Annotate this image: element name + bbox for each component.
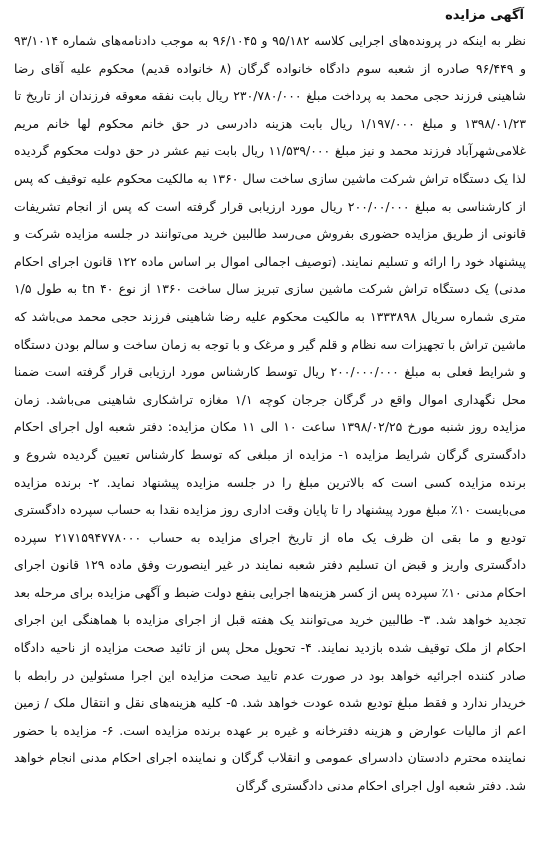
notice-title: آگهی مزایده xyxy=(445,8,524,23)
notice-body: نظر به اینکه در پرونده‌های اجرایی کلاسه ۹۵/۱۸۲ و ۹۶/۱۰۴۵ به موجب دادنامه‌های شماره ۹۳/۱۰۱۴ و ۹۶/۴۴۹ صادره از شعبه سوم دادگاه خانواده گرگان (۸ خانواده قدیم) محکوم علیه آقای رضا شاهینی فرزند حجی محمد به پرداخت مبلغ ۲۳۰/۷۸۰/۰۰۰ ریال بابت نفقه معوقه فرزندان از تاریخ تا ۱۳۹۸/۰۱/۲۳ و مبلغ ۱/۱۹۷/۰۰۰ ریال بابت هزینه دادرسی در حق خانم محکوم لها خانم مریم غلامی‌شهرآباد فرزند محمد و نیز مبلغ ۱۱/۵۳۹/۰۰۰ ریال بابت نیم عشر در حق دولت محکوم گردیده لذا یک دستگاه تراش شرکت ماشین سازی ساخت سال ۱۳۶۰ به مالکیت محکوم علیه توقیف که پس از کارشناسی به مبلغ ۲۰۰/۰۰/۰۰۰ ریال مورد ارزیابی قرار گرفته است که پس از انجام تشریفات قانونی از طریق مزایده حضوری بفروش می‌رسد طالبین خرید می‌توانند در جلسه مزایده شرکت و پیشنهاد خود را ارائه و تسلیم نمایند. (توصیف اجمالی اموال بر اساس ماده ۱۲۲ قانون اجرای احکام مدنی) یک دستگاه تراش شرکت ماشین سازی تبریز سال ساخت ۱۳۶۰ از نوع tn ۴۰ به طول ۱/۵ متری شماره سریال ۱۳۳۳۸۹۸ به مالکیت محکوم علیه رضا شاهینی فرزند حجی محمد می‌باشد که ماشین تراش با تجهیزات سه نظام و قلم گیر و مرغک و با توجه به زمان ساخت و سالم بودن دستگاه و شرایط فعلی به مبلغ ۲۰۰/۰۰۰/۰۰۰ ریال توسط کارشناس مورد ارزیابی قرار گرفته است ضمنا محل نگهداری اموال واقع در گرگان جرجان کوچه ۱/۱ مغازه تراشکاری شاهینی می‌باشد. زمان مزایده روز شنبه مورخ ۱۳۹۸/۰۲/۲۵ ساعت ۱۰ الی ۱۱ مکان مزایده: دفتر شعبه اول اجرای احکام دادگستری گرگان شرایط مزایده ۱- مزایده از مبلغی که توسط کارشناس تعیین گردیده شروع و برنده مزایده کسی است که بالاترین مبلغ را در جلسه مزایده پیشنهاد نماید. ۲- برنده مزایده می‌بایست ۱۰٪ مبلغ مورد پیشنهاد را تا پایان وقت اداری روز مزایده نقدا به حساب سپرده دادگستری تودیع و ما بقی ان ظرف یک ماه از تاریخ اجرای مزایده به حساب ۲۱۷۱۵۹۴۷۷۸۰۰۰ سپرده دادگستری واریز و قبض ان تسلیم دفتر شعبه نمایند در غیر اینصورت وفق ماده ۱۲۹ قانون اجرای احکام مدنی ۱۰٪ سپرده پس از کسر هزینه‌ها اجرایی بنفع دولت ضبط و آگهی مزایده برای مرحله بعد تجدید خواهد شد. ۳- طالبین خرید می‌توانند یک هفته قبل از اجرای مزایده با هماهنگی این اجرای احکام از ملک توقیف شده بازدید نمایند. ۴- تحویل محل پس از تائید صحت مزایده از ناحیه دادگاه صادر کننده اجرائیه خواهد بود در صورت عدم تایید صحت مزایده این اجرا مسئولین در رابطه با خریدار ندارد و فقط مبلغ تودیع شده عودت خواهد شد. ۵- کلیه هزینه‌های نقل و انتقال ملک / زمین اعم از مالیات عوارض و هزینه دفترخانه و غیره بر عهده برنده مزایده است. ۶- مزایده با حضور نماینده محترم دادستان دادسرای عمومی و انقلاب گرگان و نماینده اجرای احکام مدنی انجام خواهد شد. دفتر شعبه اول اجرای احکام مدنی دادگستری گرگان xyxy=(14,33,527,794)
